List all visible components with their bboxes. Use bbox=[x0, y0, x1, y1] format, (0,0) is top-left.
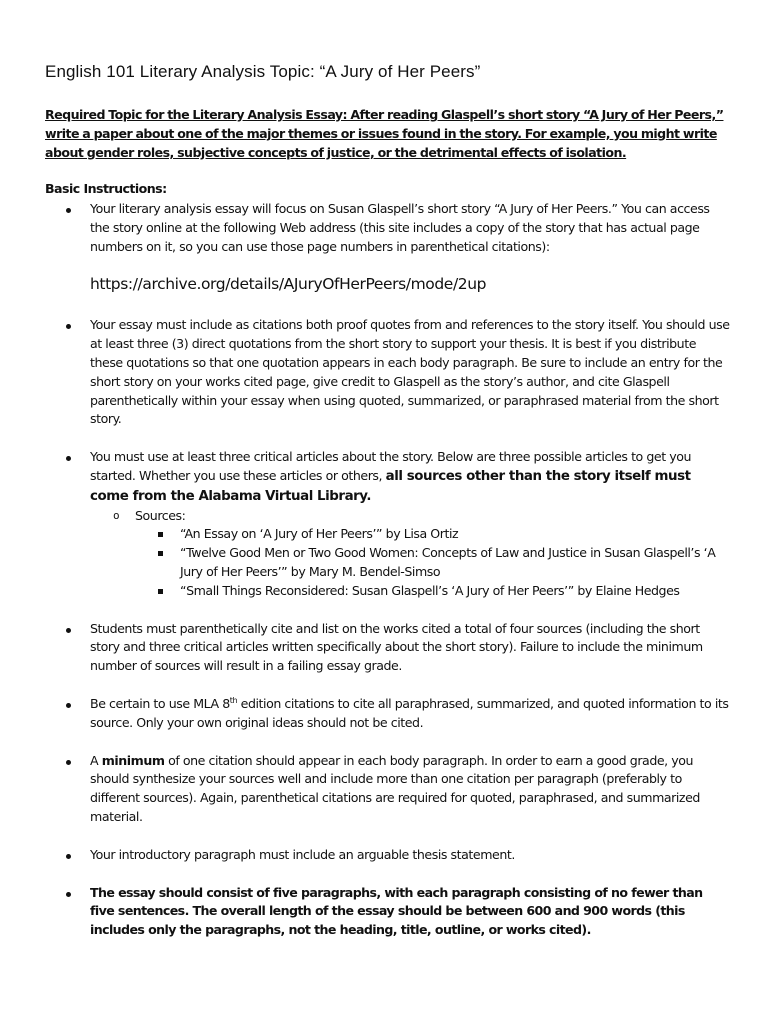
bullet-icon bbox=[66, 760, 71, 765]
instruction-text: Your literary analysis essay will focus on Susan Glaspell’s short story “A Jury of Her Peers.” You can access the story online at the following Web address (this site includes a copy of the story that has actual page numbers on it, so you can use those page numbers in parenthetical citations): bbox=[90, 201, 710, 254]
sources-list bbox=[90, 507, 730, 601]
instruction-item-5 bbox=[0, 695, 768, 733]
instruction-item-2 bbox=[0, 316, 768, 429]
source-article-text: “Twelve Good Men or Two Good Women: Concepts of Law and Justice in Susan Glaspell’s ‘A Jury of Her Peers’” by Mary M. Bendel-Simso bbox=[180, 545, 716, 579]
sources-item bbox=[90, 507, 730, 601]
bullet-icon bbox=[66, 703, 71, 708]
square-bullet-icon bbox=[158, 589, 163, 594]
basic-instructions-heading: Basic Instructions: bbox=[45, 181, 167, 196]
square-bullet-icon bbox=[158, 532, 163, 537]
instruction-text-continued: edition citations to cite all paraphrased, summarized, and quoted information to its source. Only your own original ideas should not be cited. bbox=[90, 695, 729, 730]
source-article-text: “An Essay on ‘A Jury of Her Peers’” by Lisa Ortiz bbox=[180, 526, 459, 542]
source-articles bbox=[135, 525, 730, 600]
instruction-item-4 bbox=[0, 620, 768, 676]
instruction-emphasis: all sources other than the story itself must come from the Alabama Virtual Library. bbox=[90, 468, 691, 504]
instruction-item-7 bbox=[0, 846, 768, 865]
instruction-text: You must use at least three critical articles about the story. Below are three possible articles to get you started. Whether you use these articles or others, bbox=[90, 449, 692, 483]
instructions-list bbox=[0, 200, 768, 940]
source-article-2 bbox=[90, 544, 730, 582]
instruction-text-continued: of one citation should appear in each body paragraph. In order to earn a good grade, you should synthesize your sources well and include more than one citation per paragraph (preferably to different sources). Again, parenthetical citations are required for quoted, paraphrased, and summarized material. bbox=[90, 752, 700, 824]
instruction-item-3 bbox=[0, 448, 768, 600]
required-topic: Required Topic for the Literary Analysis Essay: After reading Glaspell’s short story “A Jury of Her Peers,” write a paper about one of the major themes or issues found in the story. For example, you might write about gender roles, subjective concepts of justice, or the detrimental effects of isolation. bbox=[45, 107, 724, 160]
instruction-text: The essay should consist of five paragraphs, with each paragraph consisting of no fewer than five sentences. The overall length of the essay should be between 600 and 900 words (this includes only the paragraphs, not the heading, title, outline, or works cited). bbox=[90, 884, 703, 938]
instruction-emphasis: minimum bbox=[101, 752, 165, 768]
source-article-text: “Small Things Reconsidered: Susan Glaspell’s ‘A Jury of Her Peers’” by Elaine Hedges bbox=[180, 582, 680, 598]
bullet-icon bbox=[66, 892, 71, 897]
instruction-text: Your introductory paragraph must include an arguable thesis statement. bbox=[90, 846, 515, 862]
source-article-3 bbox=[90, 582, 730, 601]
bullet-icon bbox=[66, 628, 71, 633]
bullet-icon bbox=[66, 324, 71, 329]
bullet-icon bbox=[66, 208, 71, 213]
superscript-th: th bbox=[229, 695, 238, 705]
document-title: English 101 Literary Analysis Topic: “A Jury of Her Peers” bbox=[45, 62, 481, 81]
story-url: https://archive.org/details/AJuryOfHerPeers/mode/2up bbox=[90, 275, 487, 294]
instruction-text: A bbox=[90, 752, 102, 768]
instruction-text: Your essay must include as citations both proof quotes from and references to the story itself. You should use at least three (3) direct quotations from the short story to support your thesis. It is best if you distribute these quotations so that one quotation appears in each body paragraph. Be sure to include an entry for the short story on your works cited page, give credit to Glaspell as the story’s author, and cite Glaspell parenthetically within your essay when using quoted, summarized, or paraphrased material from the short story. bbox=[90, 317, 730, 427]
circle-bullet-icon: o bbox=[113, 508, 120, 522]
instruction-item-8 bbox=[0, 884, 768, 940]
bullet-icon bbox=[66, 456, 71, 461]
instruction-item-1 bbox=[0, 200, 768, 295]
square-bullet-icon bbox=[158, 551, 163, 556]
instruction-text: Be certain to use MLA 8 bbox=[90, 695, 230, 711]
sources-label: Sources: bbox=[135, 507, 186, 523]
source-article-1 bbox=[90, 525, 730, 544]
instruction-item-6 bbox=[0, 752, 768, 827]
instruction-text: Students must parenthetically cite and list on the works cited a total of four sources (including the short story and three critical articles written specifically about the short story). Failure to include the minimum number of sources will result in a failing essay grade. bbox=[90, 620, 703, 674]
bullet-icon bbox=[66, 854, 71, 859]
